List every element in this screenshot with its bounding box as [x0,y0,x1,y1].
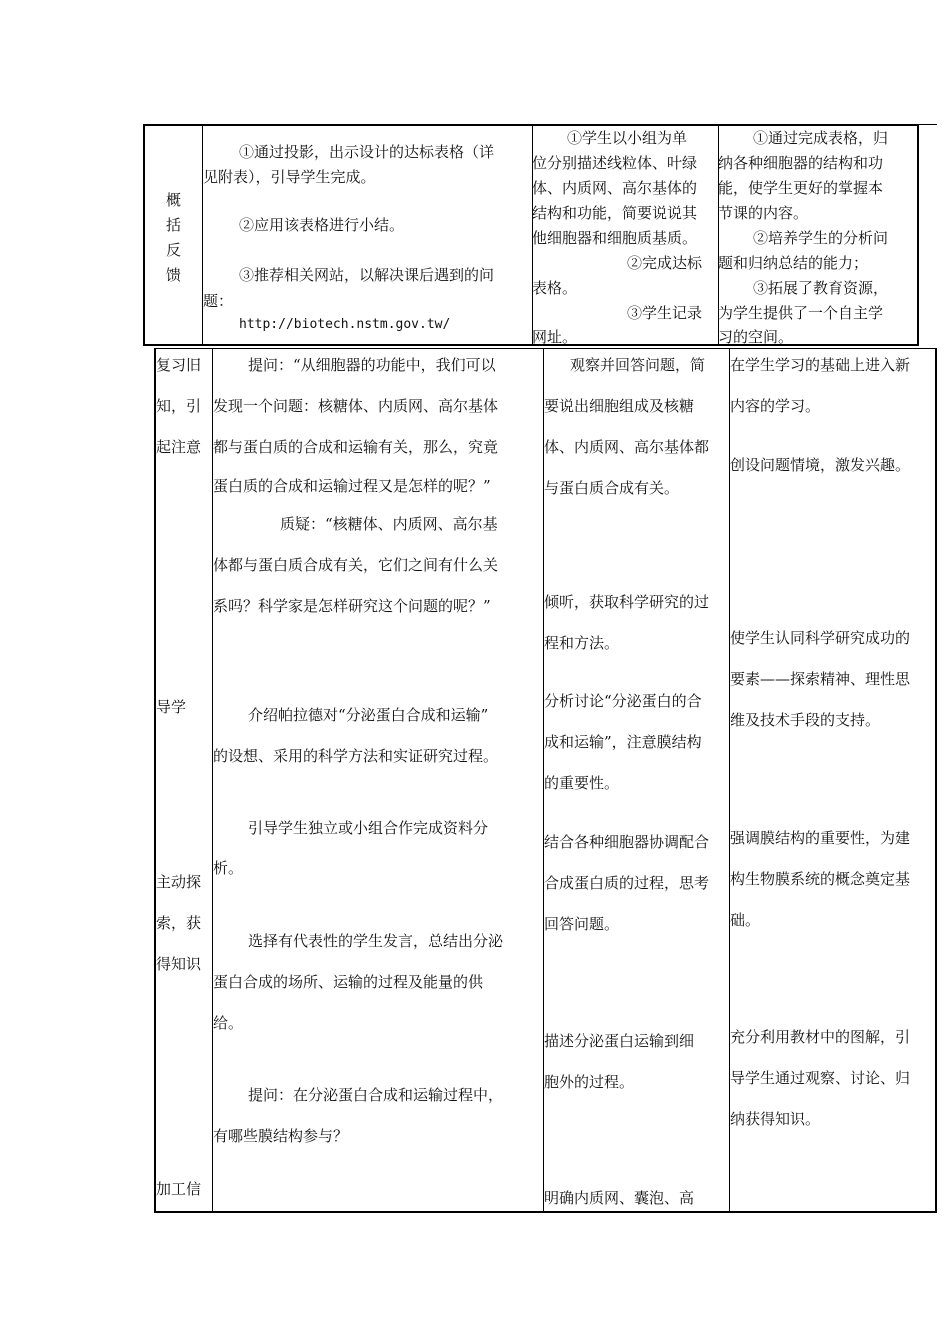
stage-label: 导学 [156,698,187,716]
teacher-text-line: 有哪些膜结构参与？ [213,1127,349,1145]
intent-text-line: 为学生提供了一个自主学 [718,304,884,322]
student-text-line: 表格。 [532,279,578,297]
stage-char: 馈 [166,266,182,284]
student-text-line: 程和方法。 [544,634,620,652]
teacher-text-line: ③推荐相关网站，以解决课后遇到的问 [239,266,495,284]
teacher-text-line: 体都与蛋白质合成有关，它们之间有什么关 [213,556,499,574]
student-text-line: 位分别描述线粒体、叶绿 [532,154,698,172]
intent-text-line: 强调膜结构的重要性，为建 [730,829,911,847]
teacher-text-line: 析。 [213,859,244,877]
stage-label: 知，引 [156,397,202,415]
intent-text-line: ③拓展了教育资源， [753,279,889,297]
intent-text-line: 习的空间。 [718,328,794,346]
teacher-text-line: ②应用该表格进行小结。 [239,216,405,234]
student-text-line: 成和运输”，注意膜结构 [544,733,702,751]
teacher-text-line: 介绍帕拉德对“分泌蛋白合成和运输” [248,706,489,724]
student-text-line: ③学生记录 [627,304,703,322]
intent-text-line: 导学生通过观察、讨论、归 [730,1069,911,1087]
stage-label: 起注意 [156,438,202,456]
student-text-line: 分析讨论“分泌蛋白的合 [544,692,702,710]
teacher-text-line: 都与蛋白质的合成和运输有关，那么，究竟 [213,438,499,456]
column-divider [917,126,918,344]
student-text-line: 胞外的过程。 [544,1073,635,1091]
teacher-text-line: 给。 [213,1014,244,1032]
student-text-line: 与蛋白质合成有关。 [544,479,680,497]
stage-char: 括 [166,216,182,234]
teacher-text-line: 质疑：“核糖体、内质网、高尔基 [280,515,498,533]
intent-text-line: 充分利用教材中的图解，引 [730,1028,911,1046]
intent-text-line: 内容的学习。 [730,397,821,415]
intent-text-line: 维及技术手段的支持。 [730,711,881,729]
stage-label: 索，获 [156,914,202,932]
teacher-text-line: 选择有代表性的学生发言，总结出分泌 [248,932,504,950]
intent-text-line: 使学生认同科学研究成功的 [730,629,911,647]
teacher-text-line: 蛋白质的合成和运输过程又是怎样的呢？” [213,477,491,495]
intent-text-line: ②培养学生的分析问 [753,229,889,247]
student-text-line: 描述分泌蛋白运输到细 [544,1032,695,1050]
teacher-text-line: 的设想、采用的科学方法和实证研究过程。 [213,747,499,765]
student-text-line: 的重要性。 [544,774,620,792]
stage-label: 加工信 [156,1180,202,1198]
student-text-line: 网址。 [532,328,578,346]
teacher-text-line: 题： [203,292,234,310]
intent-text-line: 构生物膜系统的概念奠定基 [730,870,911,888]
teacher-text-line: 引导学生独立或小组合作完成资料分 [248,819,489,837]
intent-text-line: 题和归纳总结的能力； [718,254,869,272]
stage-label: 主动探 [156,873,202,891]
intent-text-line: 要素——探索精神、理性思 [730,670,911,688]
intent-text-line: 础。 [730,911,761,929]
stage-char: 概 [166,191,182,209]
student-text-line: ①学生以小组为单 [567,129,688,147]
teacher-text-line: 蛋白合成的场所、运输的过程及能量的供 [213,973,484,991]
intent-text-line: 节课的内容。 [718,204,809,222]
student-text-line: 体、内质网、高尔基体的 [532,179,698,197]
student-text-line: 要说出细胞组成及核糖 [544,397,695,415]
intent-text-line: 创设问题情境，激发兴趣。 [730,456,911,474]
student-text-line: 合成蛋白质的过程，思考 [544,874,710,892]
student-text-line: 体、内质网、高尔基体都 [544,438,710,456]
intent-text-line: 纳各种细胞器的结构和功 [718,154,884,172]
website-url: http://biotech.nstm.gov.tw/ [239,317,451,332]
table-border-tail [919,124,937,125]
teacher-text-line: 系吗？科学家是怎样研究这个问题的呢？” [213,597,491,615]
teacher-text-line: 发现一个问题：核糖体、内质网、高尔基体 [213,397,499,415]
student-text-line: ②完成达标 [627,254,703,272]
student-text-line: 结构和功能，简要说说其 [532,204,698,222]
teacher-text-line: ①通过投影，出示设计的达标表格（详 [239,143,495,161]
intent-text-line: 在学生学习的基础上进入新 [730,356,911,374]
stage-label: 得知识 [156,955,202,973]
student-text-line: 明确内质网、囊泡、高 [544,1189,695,1207]
intent-text-line: 能，使学生更好的掌握本 [718,179,884,197]
student-text-line: 他细胞器和细胞质基质。 [532,229,698,247]
teacher-text-line: 提问：“从细胞器的功能中，我们可以 [248,356,496,374]
intent-text-line: 纳获得知识。 [730,1110,821,1128]
student-text-line: 观察并回答问题，简 [570,356,706,374]
teacher-text-line: 提问：在分泌蛋白合成和运输过程中， [248,1086,504,1104]
intent-text-line: ①通过完成表格，归 [753,129,889,147]
teacher-text-line: 见附表），引导学生完成。 [203,168,376,186]
column-divider [202,126,203,344]
student-text-line: 倾听，获取科学研究的过 [544,593,710,611]
stage-char: 反 [166,241,182,259]
student-text-line: 结合各种细胞器协调配合 [544,833,710,851]
student-text-line: 回答问题。 [544,915,620,933]
stage-label: 复习旧 [156,356,202,374]
